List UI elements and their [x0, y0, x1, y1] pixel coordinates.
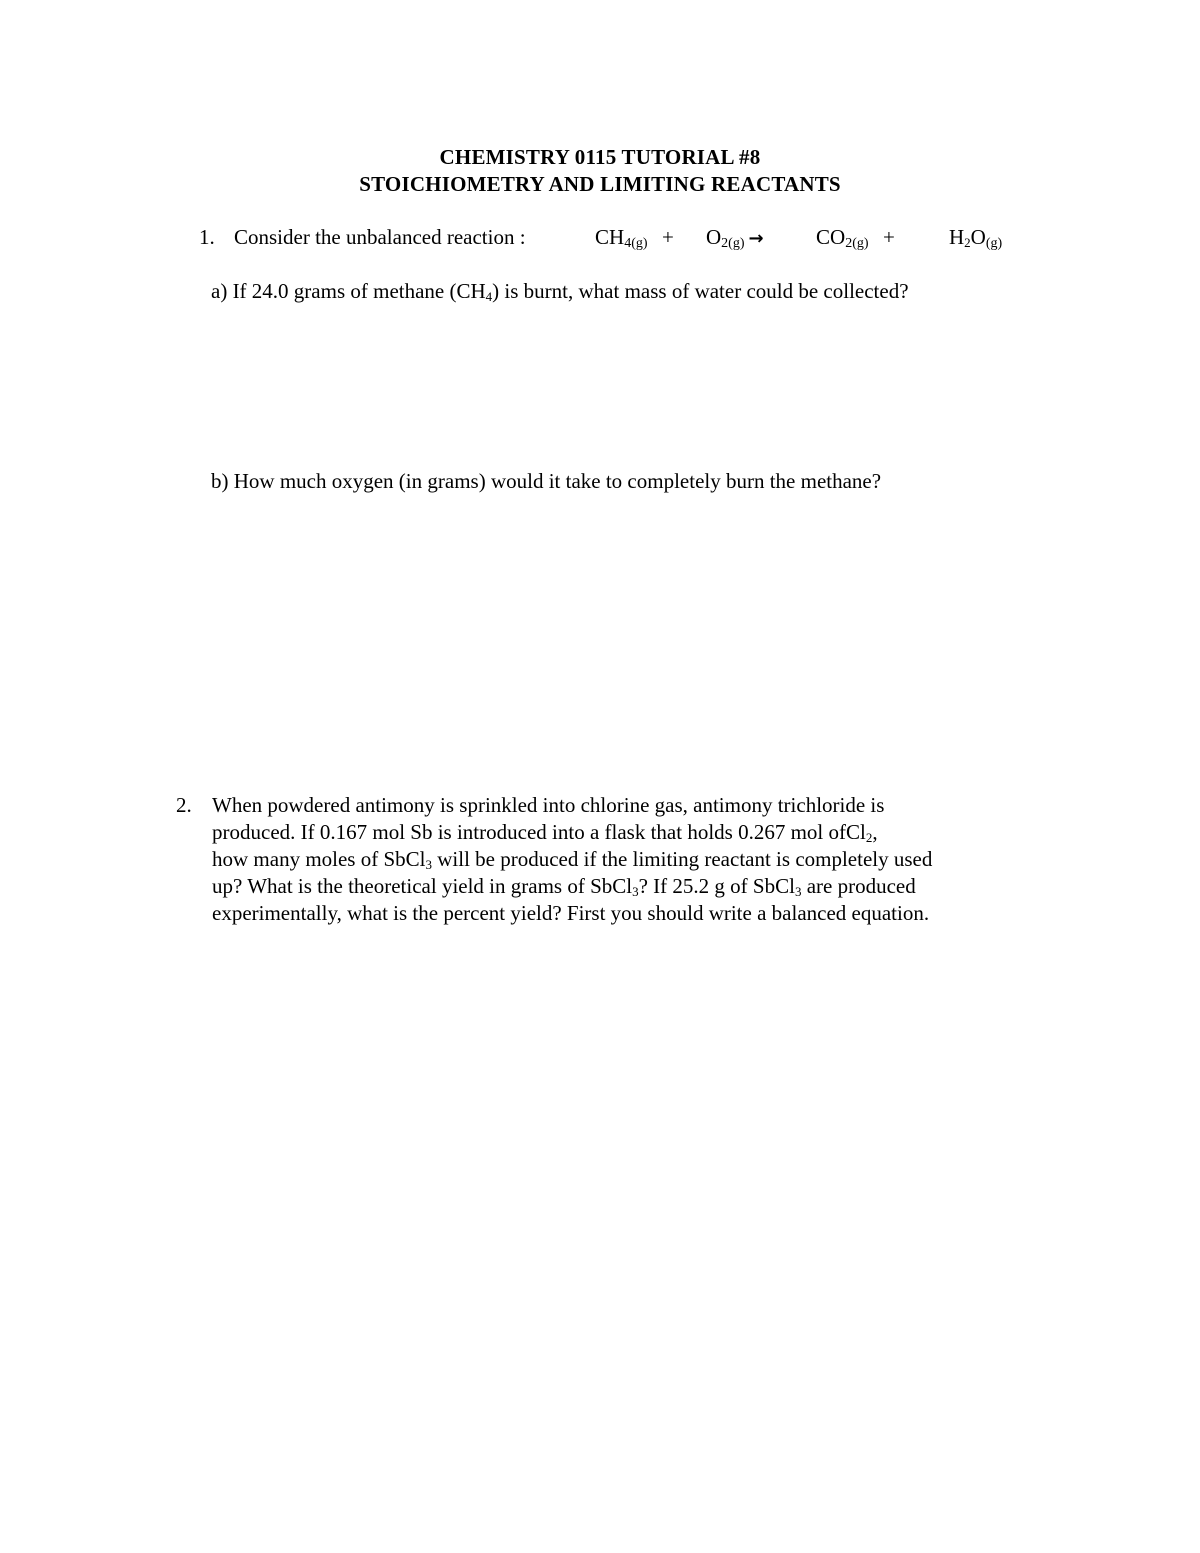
question-2-line: When powdered antimony is sprinkled into chlorine gas, antimony trichloride is	[212, 793, 885, 817]
question-1-part-a	[211, 278, 909, 305]
water-formula-h: H	[949, 225, 965, 249]
line4-text: up? What is the theoretical yield in grams of SbCl	[212, 874, 633, 898]
plus-sign: +	[883, 225, 895, 249]
part-a-text-end: ) is burnt, what mass of water could be collected?	[492, 279, 909, 303]
document-title: CHEMISTRY 0115 TUTORIAL #8	[439, 145, 761, 169]
methane-formula: CH	[595, 225, 625, 249]
line2-text: produced. If 0.167 mol Sb is introduced into a flask that holds 0.267 mol ofCl	[212, 820, 866, 844]
co2-formula: CO	[816, 225, 846, 249]
plus-sign: +	[662, 225, 674, 249]
line2-text-end: ,	[872, 820, 878, 844]
water-subscript-2: 2	[964, 235, 971, 250]
question-1-part-b: b) How much oxygen (in grams) would it take to completely burn the methane?	[211, 469, 882, 493]
question-2-line: experimentally, what is the percent yield? First you should write a balanced equation.	[212, 901, 930, 925]
question-2-line	[212, 873, 1062, 900]
reactant-oxygen	[706, 224, 764, 252]
question-1-prompt: Consider the unbalanced reaction :	[234, 225, 526, 249]
oxygen-subscript: 2(g)	[721, 236, 745, 251]
oxygen-formula: O	[706, 225, 722, 249]
line4-text-mid: ? If 25.2 g of SbCl	[638, 874, 795, 898]
sbcl3-subscript: 3	[425, 857, 432, 872]
part-a-text: a) If 24.0 grams of methane (CH	[211, 279, 486, 303]
question-2-line	[212, 819, 1062, 846]
methane-subscript: 4(g)	[624, 236, 648, 251]
co2-subscript: 2(g)	[845, 236, 869, 251]
question-2-number: 2.	[176, 793, 192, 817]
sbcl3-subscript: 3	[632, 884, 639, 899]
reactant-methane	[595, 224, 648, 251]
product-carbon-dioxide	[816, 224, 869, 251]
question-1-statement	[199, 224, 1099, 254]
water-subscript-g: (g)	[985, 236, 1003, 251]
cl2-subscript: 2	[865, 830, 873, 845]
part-a-subscript: 4	[485, 289, 493, 304]
question-2-line	[212, 846, 1062, 873]
line3-text-end: will be produced if the limiting reactant is completely used	[432, 847, 933, 871]
line4-text-end: are produced	[801, 874, 916, 898]
sbcl3-subscript: 3	[794, 884, 802, 899]
reaction-arrow-icon: →	[748, 228, 764, 249]
water-formula-o: O	[970, 225, 986, 249]
document-subtitle: STOICHIOMETRY AND LIMITING REACTANTS	[359, 172, 841, 196]
product-water	[949, 224, 1002, 251]
question-1-number: 1.	[199, 225, 215, 249]
question-2-body	[212, 792, 1062, 927]
line3-text: how many moles of SbCl	[212, 847, 426, 871]
